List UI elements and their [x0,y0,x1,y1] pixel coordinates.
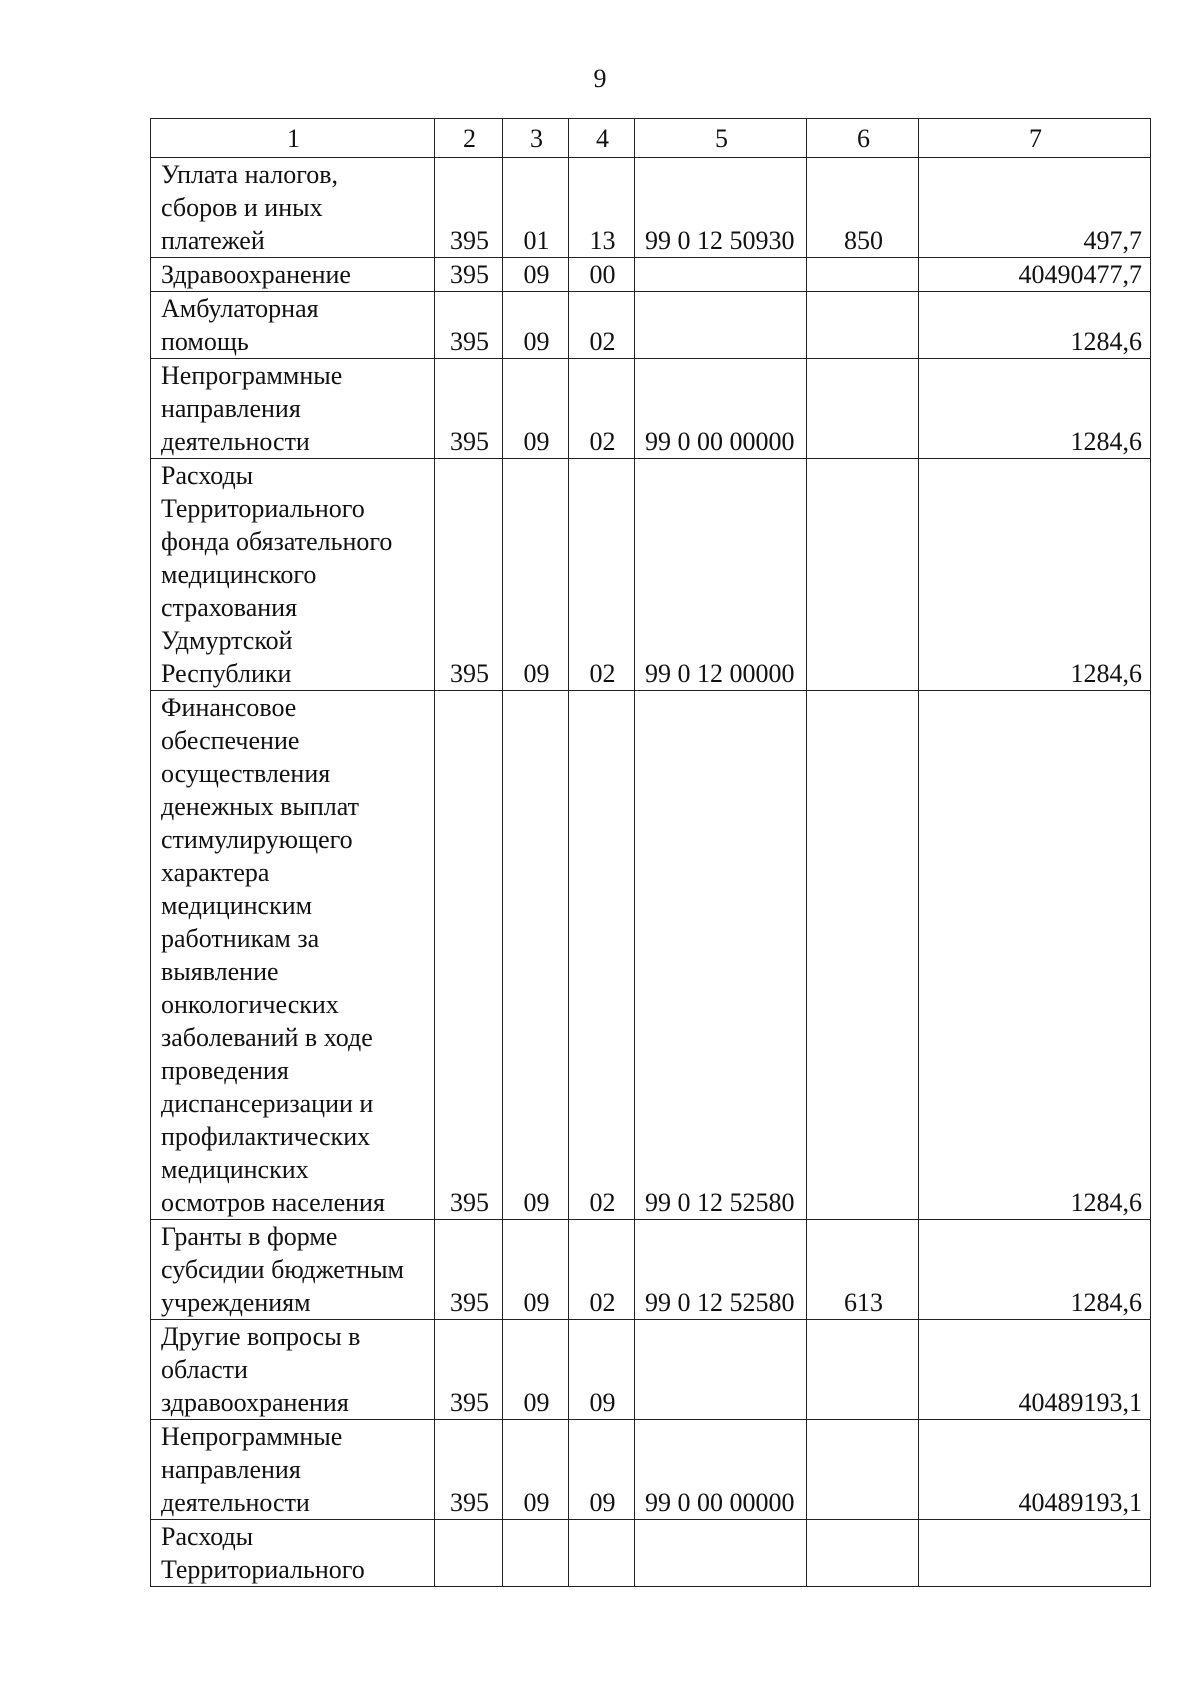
row-name-line: стимулирующего [161,825,353,854]
target-article-cell [635,258,807,292]
row-name-line: Территориального [161,494,365,523]
row-name-cell [151,359,435,459]
target-article-cell: 99 0 00 00000 [635,359,807,459]
subsection-code-cell: 02 [569,292,635,359]
row-name-line: платежей [161,226,265,255]
table-row [151,292,1151,359]
row-name-line: Финансовое [161,693,297,722]
amount-cell: 497,7 [919,158,1151,258]
subsection-code-cell: 02 [569,459,635,691]
target-article-cell [635,1320,807,1420]
section-code-cell: 09 [503,1220,569,1320]
section-code-cell: 09 [503,691,569,1220]
row-name-line: Удмуртской [161,626,293,655]
table-row [151,258,1151,292]
grbs-code-cell: 395 [435,459,503,691]
budget-table [150,118,1151,1587]
row-name-line: учреждениям [161,1288,311,1317]
grbs-code-cell: 395 [435,1320,503,1420]
grbs-code-cell [435,1520,503,1587]
row-name-cell [151,1220,435,1320]
section-code-cell: 09 [503,292,569,359]
expense-type-cell [807,258,919,292]
column-header: 4 [569,119,635,158]
expense-type-cell [807,459,919,691]
row-name-line: медицинского [161,560,317,589]
table-row [151,691,1151,1220]
amount-cell: 1284,6 [919,1220,1151,1320]
row-name-line: Республики [161,659,292,688]
expense-type-cell [807,359,919,459]
table-row [151,1520,1151,1587]
row-name-line: Расходы [161,461,254,490]
column-header: 3 [503,119,569,158]
expense-type-cell [807,292,919,359]
target-article-cell: 99 0 00 00000 [635,1420,807,1520]
grbs-code-cell: 395 [435,1420,503,1520]
amount-cell [919,1520,1151,1587]
column-header: 6 [807,119,919,158]
grbs-code-cell: 395 [435,359,503,459]
amount-cell: 40489193,1 [919,1320,1151,1420]
row-name-line: сборов и иных [161,193,323,222]
subsection-code-cell: 09 [569,1420,635,1520]
row-name-line: Амбулаторная [161,294,319,323]
expense-type-cell [807,691,919,1220]
target-article-cell: 99 0 12 00000 [635,459,807,691]
section-code-cell [503,1520,569,1587]
row-name-line: онкологических [161,990,339,1019]
table-row [151,1320,1151,1420]
row-name-line: диспансеризации и [161,1089,374,1118]
row-name-line: фонда обязательного [161,527,393,556]
subsection-code-cell: 00 [569,258,635,292]
row-name-line: заболеваний в ходе [161,1023,373,1052]
row-name-cell [151,1420,435,1520]
row-name-line: характера [161,858,270,887]
row-name-line: Территориального [161,1555,365,1584]
row-name-line: осмотров населения [161,1188,385,1217]
row-name-line: Здравоохранение [161,260,351,289]
row-name-line: денежных выплат [161,792,359,821]
section-code-cell: 09 [503,459,569,691]
row-name-cell [151,691,435,1220]
expense-type-cell: 613 [807,1220,919,1320]
row-name-cell [151,1320,435,1420]
column-header: 7 [919,119,1151,158]
row-name-line: медицинских [161,1155,309,1184]
row-name-line: медицинским [161,891,313,920]
grbs-code-cell: 395 [435,158,503,258]
row-name-cell [151,158,435,258]
expense-type-cell [807,1420,919,1520]
row-name-line: Непрограммные [161,1422,343,1451]
table-row [151,158,1151,258]
target-article-cell: 99 0 12 52580 [635,1220,807,1320]
grbs-code-cell: 395 [435,1220,503,1320]
row-name-line: Расходы [161,1522,254,1551]
grbs-code-cell: 395 [435,691,503,1220]
row-name-line: Другие вопросы в [161,1322,361,1351]
row-name-line: Гранты в форме [161,1222,338,1251]
row-name-line: Уплата налогов, [161,160,339,189]
row-name-line: работникам за [161,924,320,953]
amount-cell: 1284,6 [919,359,1151,459]
column-header: 5 [635,119,807,158]
subsection-code-cell: 13 [569,158,635,258]
row-name-line: страхования [161,593,298,622]
table-body [151,158,1151,1587]
subsection-code-cell: 02 [569,691,635,1220]
target-article-cell: 99 0 12 52580 [635,691,807,1220]
table-row [151,1220,1151,1320]
row-name-line: Непрограммные [161,361,343,390]
row-name-line: помощь [161,327,249,356]
expense-type-cell [807,1520,919,1587]
row-name-line: осуществления [161,759,331,788]
section-code-cell: 09 [503,359,569,459]
table-row [151,459,1151,691]
row-name-cell [151,258,435,292]
amount-cell: 1284,6 [919,691,1151,1220]
row-name-line: области [161,1355,248,1384]
subsection-code-cell: 02 [569,1220,635,1320]
column-header: 2 [435,119,503,158]
table-row [151,1420,1151,1520]
amount-cell: 1284,6 [919,459,1151,691]
target-article-cell [635,292,807,359]
section-code-cell: 01 [503,158,569,258]
column-header: 1 [151,119,435,158]
row-name-line: здравоохранения [161,1388,349,1417]
grbs-code-cell: 395 [435,258,503,292]
row-name-line: деятельности [161,427,310,456]
amount-cell: 1284,6 [919,292,1151,359]
target-article-cell: 99 0 12 50930 [635,158,807,258]
target-article-cell [635,1520,807,1587]
header-row [151,119,1151,158]
amount-cell: 40490477,7 [919,258,1151,292]
row-name-cell [151,1520,435,1587]
row-name-line: направления [161,1455,301,1484]
table-row [151,359,1151,459]
row-name-line: выявление [161,957,279,986]
section-code-cell: 09 [503,1320,569,1420]
expense-type-cell [807,1320,919,1420]
subsection-code-cell: 02 [569,359,635,459]
grbs-code-cell: 395 [435,292,503,359]
amount-cell: 40489193,1 [919,1420,1151,1520]
row-name-line: обеспечение [161,726,300,755]
row-name-line: профилактических [161,1122,371,1151]
row-name-line: проведения [161,1056,289,1085]
subsection-code-cell [569,1520,635,1587]
subsection-code-cell: 09 [569,1320,635,1420]
page-number: 9 [593,64,607,93]
row-name-cell [151,459,435,691]
section-code-cell: 09 [503,258,569,292]
row-name-line: субсидии бюджетным [161,1255,405,1284]
expense-type-cell: 850 [807,158,919,258]
row-name-line: деятельности [161,1488,310,1517]
section-code-cell: 09 [503,1420,569,1520]
row-name-cell [151,292,435,359]
row-name-line: направления [161,394,301,423]
